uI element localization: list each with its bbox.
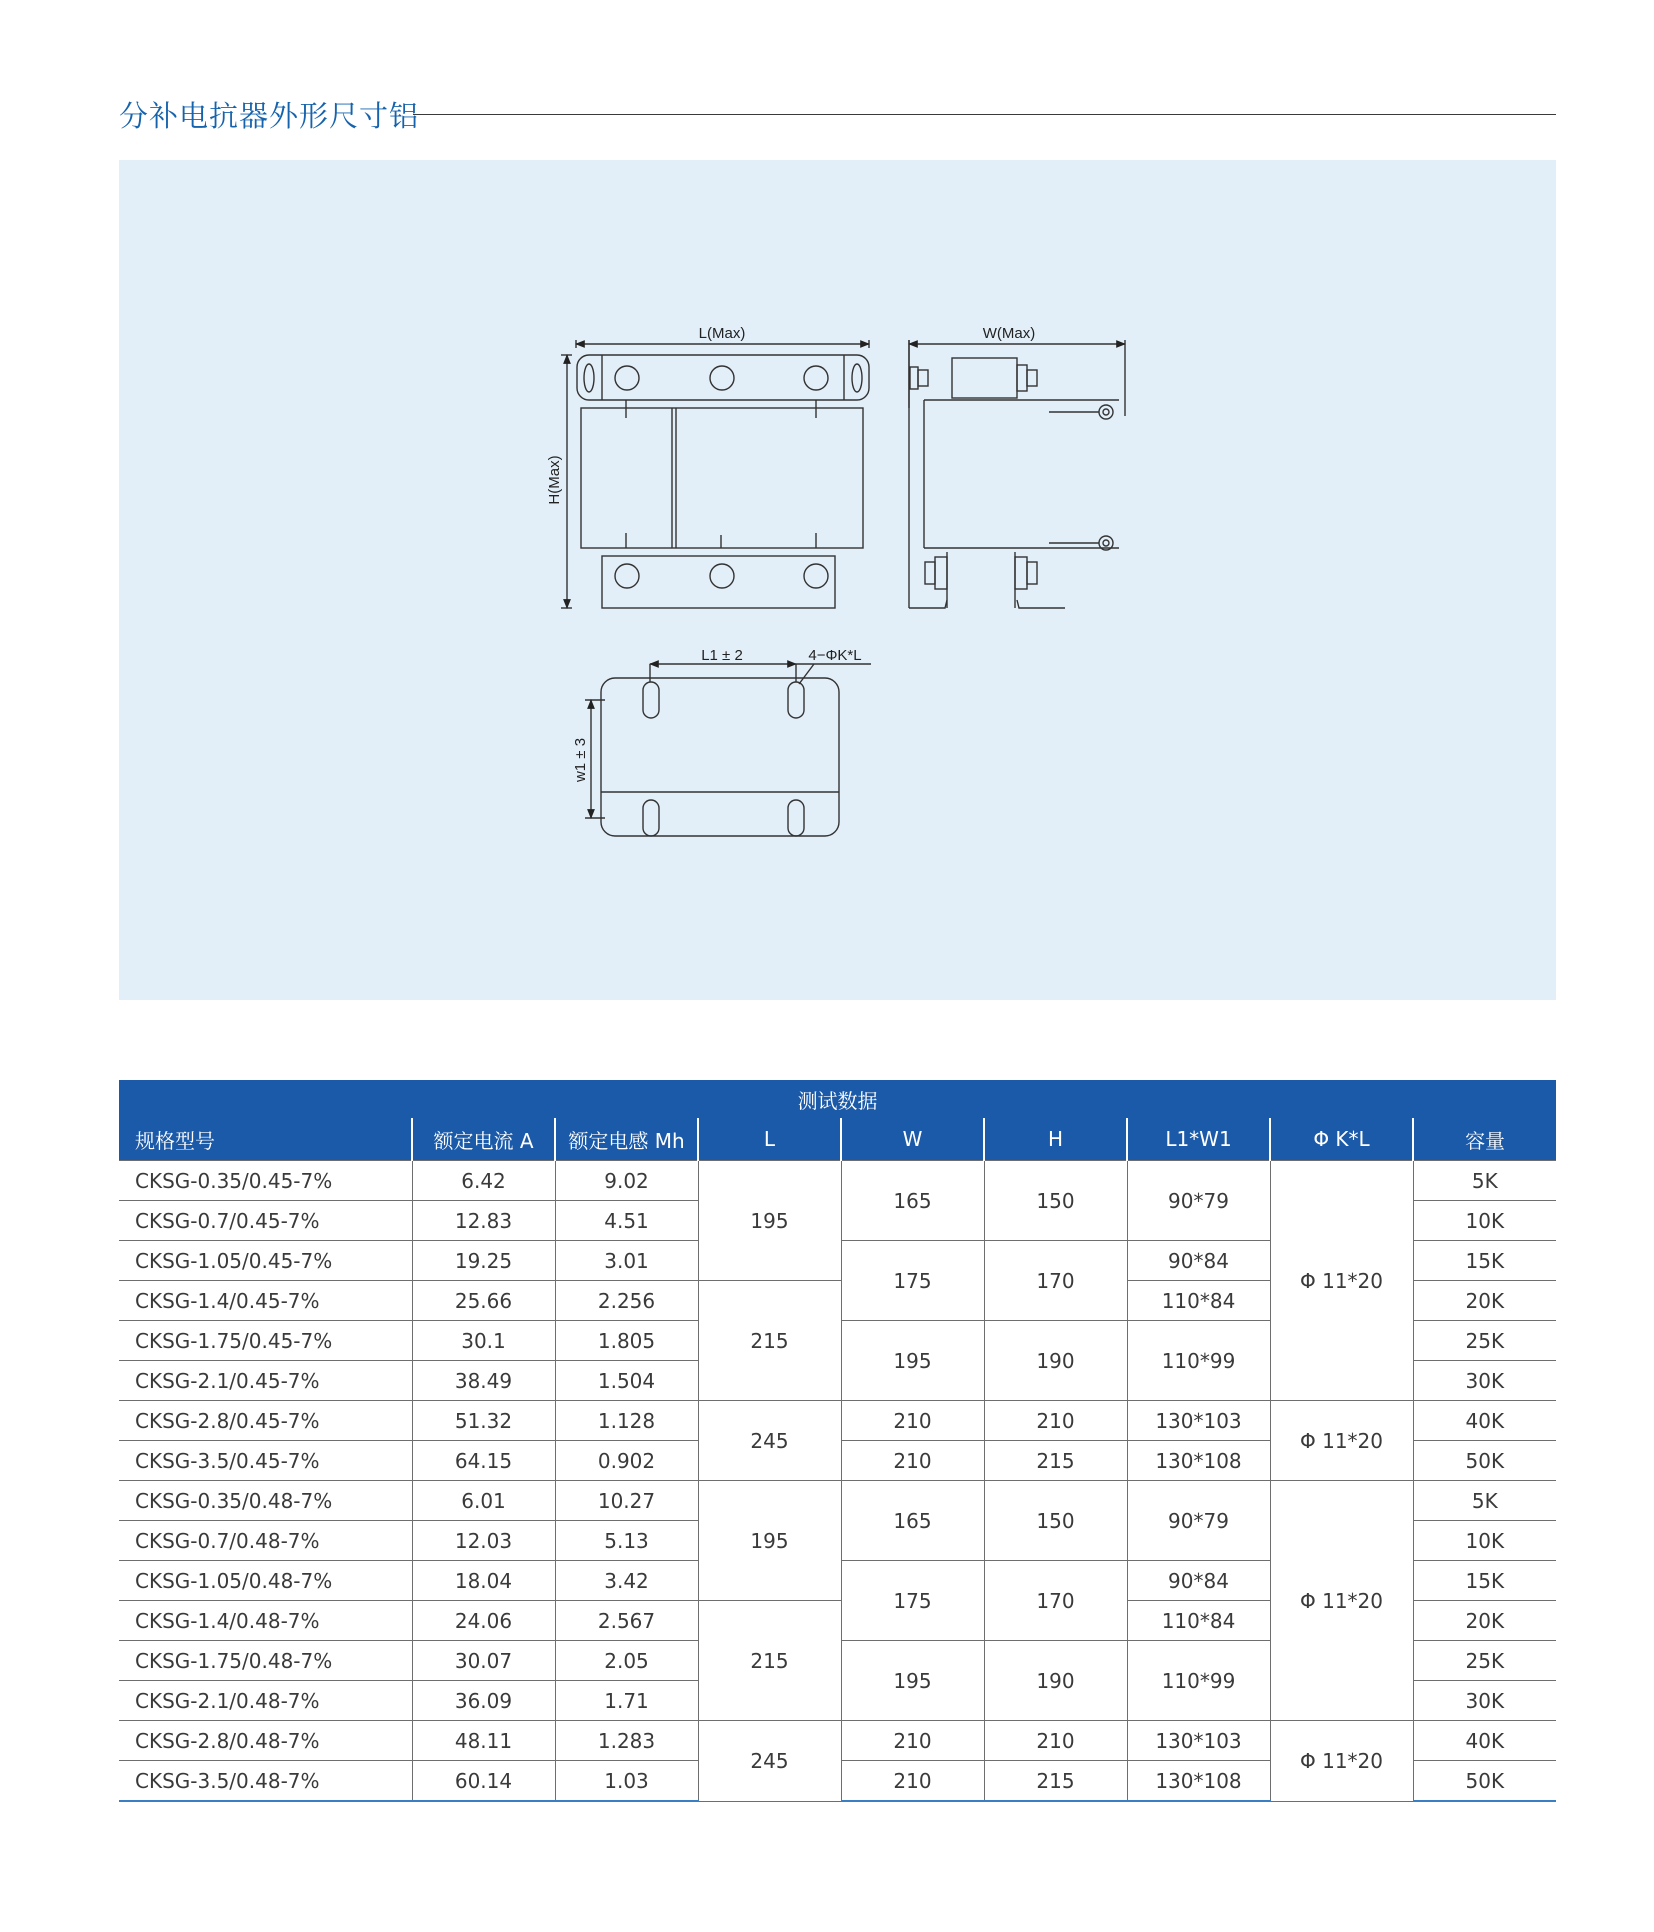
inductance-cell: 5.13	[555, 1521, 698, 1561]
header-l1w1: L1*W1	[1127, 1118, 1270, 1161]
model-cell: CKSG-0.35/0.45-7%	[119, 1161, 412, 1201]
current-cell: 6.42	[412, 1161, 555, 1201]
l-cell: 245	[698, 1401, 841, 1481]
inductance-cell: 2.256	[555, 1281, 698, 1321]
inductance-cell: 1.71	[555, 1681, 698, 1721]
kl-cell: Φ 11*20	[1270, 1161, 1413, 1401]
kl-cell: Φ 11*20	[1270, 1481, 1413, 1721]
current-cell: 19.25	[412, 1241, 555, 1281]
model-cell: CKSG-2.8/0.48-7%	[119, 1721, 412, 1761]
model-cell: CKSG-1.4/0.48-7%	[119, 1601, 412, 1641]
header-current: 额定电流 A	[412, 1118, 555, 1161]
l1w1-cell: 110*99	[1127, 1321, 1270, 1401]
model-cell: CKSG-1.05/0.48-7%	[119, 1561, 412, 1601]
table-row	[119, 1721, 1556, 1761]
w-cell: 195	[841, 1641, 984, 1721]
l1w1-cell: 110*99	[1127, 1641, 1270, 1721]
l1w1-cell: 130*108	[1127, 1441, 1270, 1481]
l1w1-cell: 110*84	[1127, 1281, 1270, 1321]
w-cell: 175	[841, 1561, 984, 1641]
capacity-cell: 15K	[1413, 1561, 1556, 1601]
capacity-cell: 25K	[1413, 1641, 1556, 1681]
model-cell: CKSG-2.1/0.48-7%	[119, 1681, 412, 1721]
h-cell: 150	[984, 1481, 1127, 1561]
inductance-cell: 2.05	[555, 1641, 698, 1681]
current-cell: 30.07	[412, 1641, 555, 1681]
current-cell: 12.03	[412, 1521, 555, 1561]
h-cell: 170	[984, 1241, 1127, 1321]
h-cell: 215	[984, 1761, 1127, 1802]
kl-cell: Φ 11*20	[1270, 1401, 1413, 1481]
header-h: H	[984, 1118, 1127, 1161]
front-view	[561, 340, 869, 608]
header-model: 规格型号	[119, 1118, 412, 1161]
inductance-cell: 4.51	[555, 1201, 698, 1241]
model-cell: CKSG-1.75/0.48-7%	[119, 1641, 412, 1681]
current-cell: 12.83	[412, 1201, 555, 1241]
capacity-cell: 5K	[1413, 1481, 1556, 1521]
l-cell: 195	[698, 1161, 841, 1281]
w-cell: 210	[841, 1761, 984, 1802]
l1w1-cell: 90*84	[1127, 1561, 1270, 1601]
model-cell: CKSG-3.5/0.45-7%	[119, 1441, 412, 1481]
table-row	[119, 1481, 1556, 1521]
capacity-cell: 20K	[1413, 1281, 1556, 1321]
h-cell: 190	[984, 1641, 1127, 1721]
l1w1-cell: 90*84	[1127, 1241, 1270, 1281]
capacity-cell: 40K	[1413, 1721, 1556, 1761]
model-cell: CKSG-3.5/0.48-7%	[119, 1761, 412, 1802]
inductance-cell: 3.01	[555, 1241, 698, 1281]
l1w1-cell: 90*79	[1127, 1481, 1270, 1561]
current-cell: 48.11	[412, 1721, 555, 1761]
inductance-cell: 9.02	[555, 1161, 698, 1201]
capacity-cell: 5K	[1413, 1161, 1556, 1201]
l-cell: 245	[698, 1721, 841, 1802]
table-row	[119, 1161, 1556, 1201]
w-cell: 210	[841, 1441, 984, 1481]
capacity-cell: 25K	[1413, 1321, 1556, 1361]
current-cell: 51.32	[412, 1401, 555, 1441]
inductance-cell: 1.03	[555, 1761, 698, 1802]
inductance-cell: 1.128	[555, 1401, 698, 1441]
inductance-cell: 1.283	[555, 1721, 698, 1761]
title-rule	[413, 114, 1556, 115]
l1w1-cell: 130*103	[1127, 1401, 1270, 1441]
side-view	[909, 340, 1125, 608]
h-cell: 210	[984, 1721, 1127, 1761]
capacity-cell: 10K	[1413, 1201, 1556, 1241]
capacity-cell: 40K	[1413, 1401, 1556, 1441]
current-cell: 24.06	[412, 1601, 555, 1641]
h-cell: 210	[984, 1401, 1127, 1441]
l1-label: L1 ± 2	[701, 647, 743, 664]
h-cell: 190	[984, 1321, 1127, 1401]
w1-label: w1 ± 3	[572, 737, 589, 783]
model-cell: CKSG-0.7/0.45-7%	[119, 1201, 412, 1241]
header-inductance: 额定电感 Mh	[555, 1118, 698, 1161]
model-cell: CKSG-1.4/0.45-7%	[119, 1281, 412, 1321]
capacity-cell: 10K	[1413, 1521, 1556, 1561]
capacity-cell: 30K	[1413, 1361, 1556, 1401]
current-cell: 25.66	[412, 1281, 555, 1321]
h-cell: 150	[984, 1161, 1127, 1241]
header-kl: Φ K*L	[1270, 1118, 1413, 1161]
header-l: L	[698, 1118, 841, 1161]
l-cell: 215	[698, 1601, 841, 1721]
capacity-cell: 30K	[1413, 1681, 1556, 1721]
l1w1-cell: 110*84	[1127, 1601, 1270, 1641]
current-cell: 6.01	[412, 1481, 555, 1521]
l1w1-cell: 130*103	[1127, 1721, 1270, 1761]
w-cell: 210	[841, 1721, 984, 1761]
inductance-cell: 2.567	[555, 1601, 698, 1641]
inductance-cell: 10.27	[555, 1481, 698, 1521]
capacity-cell: 15K	[1413, 1241, 1556, 1281]
current-cell: 64.15	[412, 1441, 555, 1481]
base-view	[585, 664, 871, 836]
header-capacity: 容量	[1413, 1118, 1556, 1161]
w-cell: 165	[841, 1161, 984, 1241]
w-cell: 165	[841, 1481, 984, 1561]
model-cell: CKSG-2.8/0.45-7%	[119, 1401, 412, 1441]
current-cell: 38.49	[412, 1361, 555, 1401]
hole-label: 4−ΦK*L	[808, 647, 862, 664]
inductance-cell: 0.902	[555, 1441, 698, 1481]
current-cell: 36.09	[412, 1681, 555, 1721]
capacity-cell: 50K	[1413, 1441, 1556, 1481]
dimension-drawing	[119, 160, 1556, 1000]
section-header	[119, 90, 1556, 140]
capacity-cell: 50K	[1413, 1761, 1556, 1802]
capacity-cell: 20K	[1413, 1601, 1556, 1641]
current-cell: 30.1	[412, 1321, 555, 1361]
model-cell: CKSG-0.7/0.48-7%	[119, 1521, 412, 1561]
model-cell: CKSG-1.05/0.45-7%	[119, 1241, 412, 1281]
current-cell: 60.14	[412, 1761, 555, 1802]
l-cell: 195	[698, 1481, 841, 1601]
l-cell: 215	[698, 1281, 841, 1401]
model-cell: CKSG-2.1/0.45-7%	[119, 1361, 412, 1401]
model-cell: CKSG-1.75/0.45-7%	[119, 1321, 412, 1361]
length-label: L(Max)	[698, 325, 746, 342]
inductance-cell: 1.504	[555, 1361, 698, 1401]
w-cell: 175	[841, 1241, 984, 1321]
height-label: H(Max)	[546, 455, 563, 505]
l1w1-cell: 130*108	[1127, 1761, 1270, 1802]
w-cell: 195	[841, 1321, 984, 1401]
h-cell: 215	[984, 1441, 1127, 1481]
kl-cell: Φ 11*20	[1270, 1721, 1413, 1802]
width-label: W(Max)	[982, 325, 1036, 342]
w-cell: 210	[841, 1401, 984, 1441]
model-cell: CKSG-0.35/0.48-7%	[119, 1481, 412, 1521]
table-caption: 测试数据	[119, 1080, 1556, 1118]
test-data-table	[119, 1080, 1556, 1802]
h-cell: 170	[984, 1561, 1127, 1641]
l1w1-cell: 90*79	[1127, 1161, 1270, 1241]
inductance-cell: 1.805	[555, 1321, 698, 1361]
table-row	[119, 1401, 1556, 1441]
current-cell: 18.04	[412, 1561, 555, 1601]
section-title: 分补电抗器外形尺寸铝	[119, 99, 420, 133]
header-w: W	[841, 1118, 984, 1161]
drawing-panel	[119, 160, 1556, 1000]
inductance-cell: 3.42	[555, 1561, 698, 1601]
